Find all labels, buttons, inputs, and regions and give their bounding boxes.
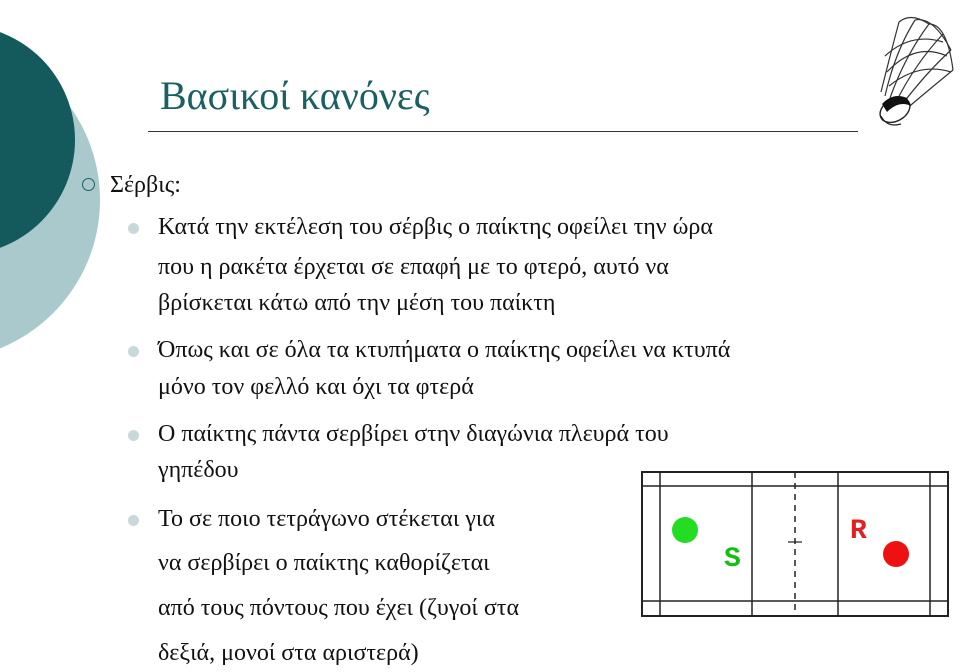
bullet-dot-icon [128,223,139,234]
server-player-dot [672,517,698,543]
bullet-dot-icon [128,346,139,357]
bullet-4-line-1: Το σε ποιο τετράγωνο στέκεται για [158,506,495,532]
bullet-1-line-1: Κατά την εκτέλεση του σέρβις ο παίκτης οφείλει την ώρα [158,214,713,240]
shuttlecock-icon [855,12,955,130]
bullet-3-line-1: Ο παίκτης πάντα σερβίρει στην διαγώνια πλευρά του [158,421,669,447]
bullet-1-line-2: που η ρακέτα έρχεται σε επαφή με το φτερό, αυτό να [158,254,669,280]
badminton-court-diagram [640,468,952,618]
level1-label: Σέρβις: [110,172,181,198]
bullet-4-line-2: να σερβίρει ο παίκτης καθορίζεται [158,550,490,576]
server-label: S [724,544,741,575]
bullet-1-line-3: βρίσκεται κάτω από την μέση του παίκτη [158,290,556,316]
page-title: Βασικοί κανόνες [160,73,430,118]
title-divider [148,131,858,132]
bullet-dot-icon [128,430,139,441]
bullet-4-line-3: από τους πόντους που έχει (ζυγοί στα [158,595,520,621]
bullet-3-line-2: γηπέδου [158,457,239,483]
bullet-2-line-2: μόνο τον φελλό και όχι τα φτερά [158,374,474,400]
bullet-2-line-1: Όπως και σε όλα τα κτυπήματα ο παίκτης οφείλει να κτυπά [158,337,731,363]
bullet-dot-icon [128,515,139,526]
hollow-bullet-icon [82,178,95,191]
receiver-player-dot [883,541,909,567]
bullet-4-line-4: δεξιά, μονοί στα αριστερά) [158,640,419,666]
receiver-label: R [850,516,867,547]
